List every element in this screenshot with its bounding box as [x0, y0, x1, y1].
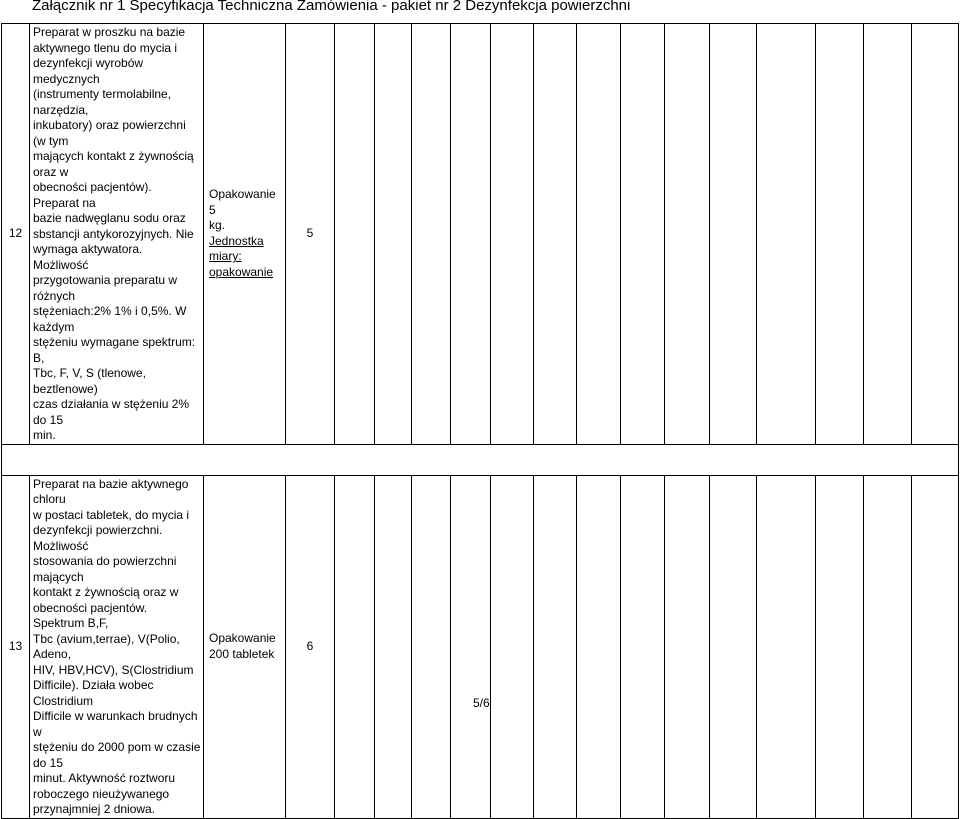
description-line: dezynfekcji powierzchni. Możliwość	[33, 523, 163, 553]
description-line: obecności pacjentów). Preparat na	[33, 180, 152, 210]
description-line: przynajmniej 2 dniowa.	[33, 802, 156, 816]
empty-cell	[412, 24, 451, 445]
empty-cell	[491, 475, 534, 818]
description-line: minut. Aktywność roztworu	[33, 771, 176, 785]
row-number: 12	[2, 24, 30, 445]
description-line: wymaga aktywatora. Możliwość	[33, 242, 143, 272]
empty-cell	[665, 475, 710, 818]
description-line: dezynfekcji wyrobów medycznych	[33, 56, 144, 86]
empty-cell	[912, 475, 959, 818]
empty-cell	[577, 24, 621, 445]
unit-label: Jednostka	[209, 233, 264, 248]
description-line: Tbc, F, V, S (tlenowe, beztlenowe)	[33, 366, 146, 396]
quantity-cell: 6	[286, 475, 335, 818]
description-line: min.	[33, 428, 56, 442]
empty-cell	[710, 475, 757, 818]
description-line: aktywnego tlenu do mycia i	[33, 40, 178, 55]
description-line: sbstancji antykorozyjnych. Nie	[33, 226, 194, 241]
description-line: stężeniu do 2000 pom w czasie do 15	[33, 740, 201, 770]
row-number: 13	[2, 475, 30, 818]
packaging-text: Opakowanie	[209, 631, 276, 645]
empty-cell	[816, 24, 864, 445]
empty-cell	[757, 475, 816, 818]
empty-cell	[375, 24, 412, 445]
description-line: Difficile w warunkach brudnych w	[33, 709, 198, 739]
description-line: stosowania do powierzchni mających	[33, 554, 177, 584]
description-line: przygotowania preparatu w różnych	[33, 273, 178, 303]
document-header: Załącznik nr 1 Specyfikacja Techniczna Zamówienia - pakiet nr 2 Dezynfekcja powierzchni	[32, 0, 631, 14]
quantity-cell: 5	[286, 24, 335, 445]
description-line: inkubatory) oraz powierzchni (w tym	[33, 118, 186, 148]
product-description	[30, 24, 204, 445]
empty-cell	[864, 475, 912, 818]
empty-cell	[577, 475, 621, 818]
empty-cell	[375, 475, 412, 818]
table-row	[2, 475, 959, 818]
empty-cell	[335, 24, 375, 445]
empty-cell	[757, 24, 816, 445]
packaging-cell	[204, 475, 286, 818]
empty-cell	[534, 475, 577, 818]
empty-cell	[710, 24, 757, 445]
unit-value: opakowanie	[209, 264, 274, 279]
description-line: stężeniach:2% 1% i 0,5%. W każdym	[33, 304, 187, 334]
product-description	[30, 475, 204, 818]
packaging-text: 200 tabletek	[209, 646, 275, 661]
description-line: roboczego nieużywanego	[33, 786, 170, 801]
row-spacer	[2, 444, 959, 475]
description-line: mających kontakt z żywnością oraz w	[33, 149, 194, 179]
empty-cell	[412, 475, 451, 818]
packaging-text: Opakowanie 5	[209, 187, 276, 217]
table-row	[2, 24, 959, 445]
description-line: Preparat w proszku na bazie	[33, 25, 186, 39]
empty-cell	[816, 475, 864, 818]
description-line: Preparat na bazie aktywnego chloru	[33, 476, 189, 506]
description-line: (instrumenty termolabilne, narzędzia,	[33, 87, 172, 117]
empty-cell	[621, 475, 665, 818]
empty-cell	[491, 24, 534, 445]
empty-cell	[534, 24, 577, 445]
empty-cell	[912, 24, 959, 445]
description-line: kontakt z żywnością oraz w	[33, 585, 179, 599]
description-line: stężeniu wymagane spektrum: B,	[33, 335, 196, 365]
empty-cell	[451, 24, 491, 445]
description-line: obecności pacjentów. Spektrum B,F,	[33, 600, 148, 630]
description-line: w postaci tabletek, do mycia i	[33, 507, 190, 522]
page-number: 5/6	[473, 696, 490, 710]
unit-label: miary:	[209, 249, 242, 264]
description-line: czas działania w stężeniu 2% do 15	[33, 397, 190, 427]
packaging-cell	[204, 24, 286, 445]
description-line: Tbc (avium,terrae), V(Polio, Adeno,	[33, 631, 180, 661]
description-line: bazie nadwęglanu sodu oraz	[33, 211, 186, 225]
description-line: Difficile). Działa wobec Clostridium	[33, 678, 154, 708]
empty-cell	[665, 24, 710, 445]
empty-cell	[451, 475, 491, 818]
empty-cell	[335, 475, 375, 818]
empty-cell	[621, 24, 665, 445]
packaging-text: kg.	[209, 218, 226, 233]
description-line: HIV, HBV,HCV), S(Clostridium	[33, 662, 194, 677]
empty-cell	[864, 24, 912, 445]
spacer-cell	[2, 444, 959, 475]
